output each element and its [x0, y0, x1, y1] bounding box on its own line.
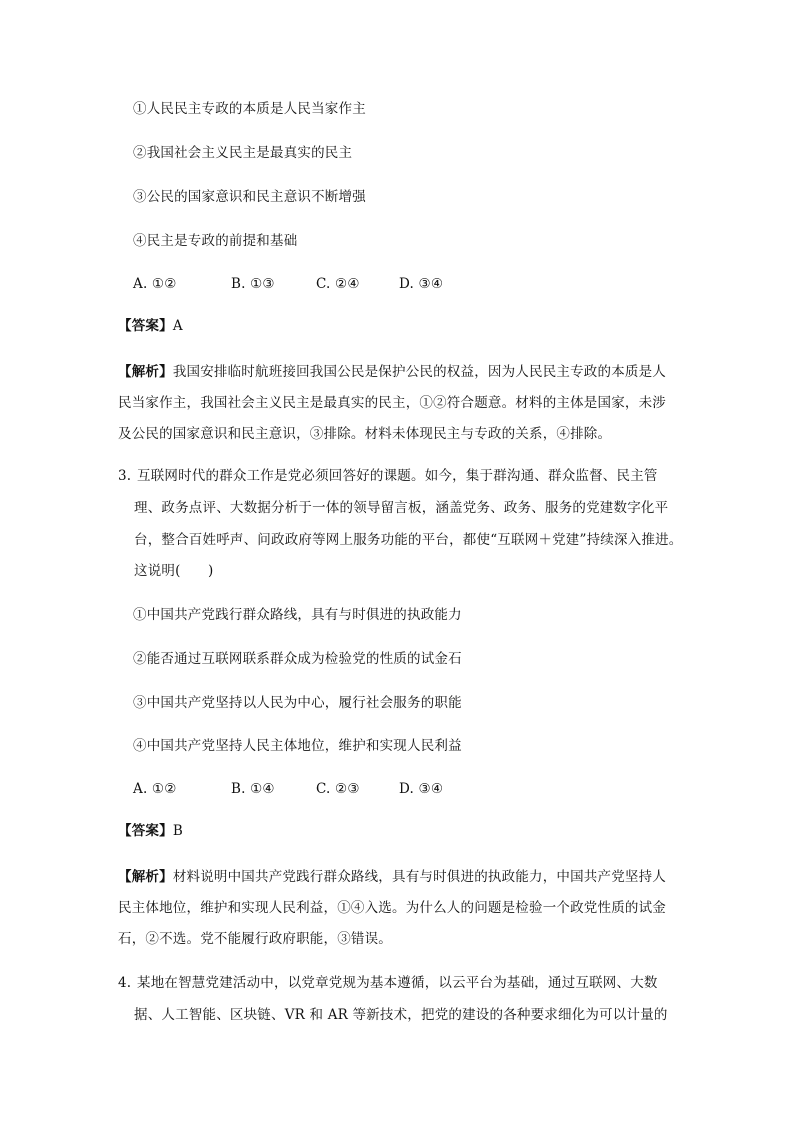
q3-options [133, 779, 443, 799]
q2-answer-value: A [172, 318, 183, 334]
q3-option-a: A. ①② [133, 781, 177, 797]
q2-option-c: C. ②④ [316, 276, 360, 292]
q3-analysis-line-2: 民主体地位，维护和实现人民利益，①④入选。为什么人的问题是检验一个政党性质的试金 [118, 900, 666, 916]
q3-item-3: ③中国共产党坚持以人民为中心，履行社会服务的职能 [133, 695, 462, 711]
q3-number: 3. [118, 468, 132, 484]
q2-option-a: A. ①② [133, 276, 177, 292]
q2-analysis-label: 【解析】 [118, 364, 173, 380]
q4-stem-line-2: 据、人工智能、区块链、VR 和 AR 等新技术，把党的建设的各种要求细化为可以计量的 [134, 1007, 668, 1023]
q3-stem-line-1: 互联网时代的群众工作是党必须回答好的课题。如今，集于群沟通、群众监督、民主管 [137, 468, 658, 484]
q3-item-4: ④中国共产党坚持人民主体地位，维护和实现人民利益 [133, 738, 462, 754]
q3-analysis-line-3: 石，②不选。党不能履行政府职能，③错误。 [118, 931, 392, 947]
q4-number: 4. [118, 975, 132, 991]
q2-option-b: B. ①③ [231, 276, 275, 292]
q2-item-4: ④民主是专政的前提和基础 [133, 233, 298, 249]
q2-analysis-text-1: 我国安排临时航班接回我国公民是保护公民的权益，因为人民民主专政的本质是人 [172, 364, 667, 380]
q2-item-1: ①人民民主专政的本质是人民当家作主 [133, 101, 366, 117]
q3-answer-label: 【答案】 [118, 823, 173, 839]
q3-analysis-label: 【解析】 [118, 869, 173, 885]
q3-item-1: ①中国共产党践行群众路线，具有与时俱进的执政能力 [133, 607, 462, 623]
q2-option-d: D. ③④ [399, 276, 444, 292]
q3-item-2: ②能否通过互联网联系群众成为检验党的性质的试金石 [133, 651, 462, 667]
q2-analysis-line-3: 及公民的国家意识和民主意识，③排除。材料未体现民主与专政的关系，④排除。 [118, 426, 612, 442]
q2-item-3: ③公民的国家意识和民主意识不断增强 [133, 189, 366, 205]
q2-options [133, 274, 443, 294]
q4-stem-line-1: 某地在智慧党建活动中，以党章党规为基本遵循，以云平台为基础，通过互联网、大数 [137, 975, 658, 991]
q2-analysis-line-2: 民当家作主，我国社会主义民主是最真实的民主，①②符合题意。材料的主体是国家，未涉 [118, 395, 666, 411]
q3-analysis-text-1: 材料说明中国共产党践行群众路线，具有与时俱进的执政能力，中国共产党坚持人 [172, 869, 667, 885]
q3-stem-line-3: 台，整合百姓呼声、问政政府等网上服务功能的平台，都使“互联网＋党建”持续深入推进。 [134, 532, 683, 548]
q2-answer-label: 【答案】 [118, 318, 173, 334]
q3-stem-line-4: 这说明( ) [134, 563, 214, 579]
q3-analysis-line-1 [118, 867, 666, 887]
q3-answer [118, 821, 183, 841]
q2-analysis-line-1 [118, 362, 666, 382]
q3-answer-value: B [172, 823, 183, 839]
q3-option-d: D. ③④ [399, 781, 444, 797]
q3-stem-line-2: 理、政务点评、大数据分析于一体的领导留言板，涵盖党务、政务、服务的党建数字化平 [134, 500, 669, 516]
q3-option-c: C. ②③ [316, 781, 360, 797]
q2-answer [118, 316, 183, 336]
q2-item-2: ②我国社会主义民主是最真实的民主 [133, 145, 353, 161]
q3-option-b: B. ①④ [231, 781, 275, 797]
